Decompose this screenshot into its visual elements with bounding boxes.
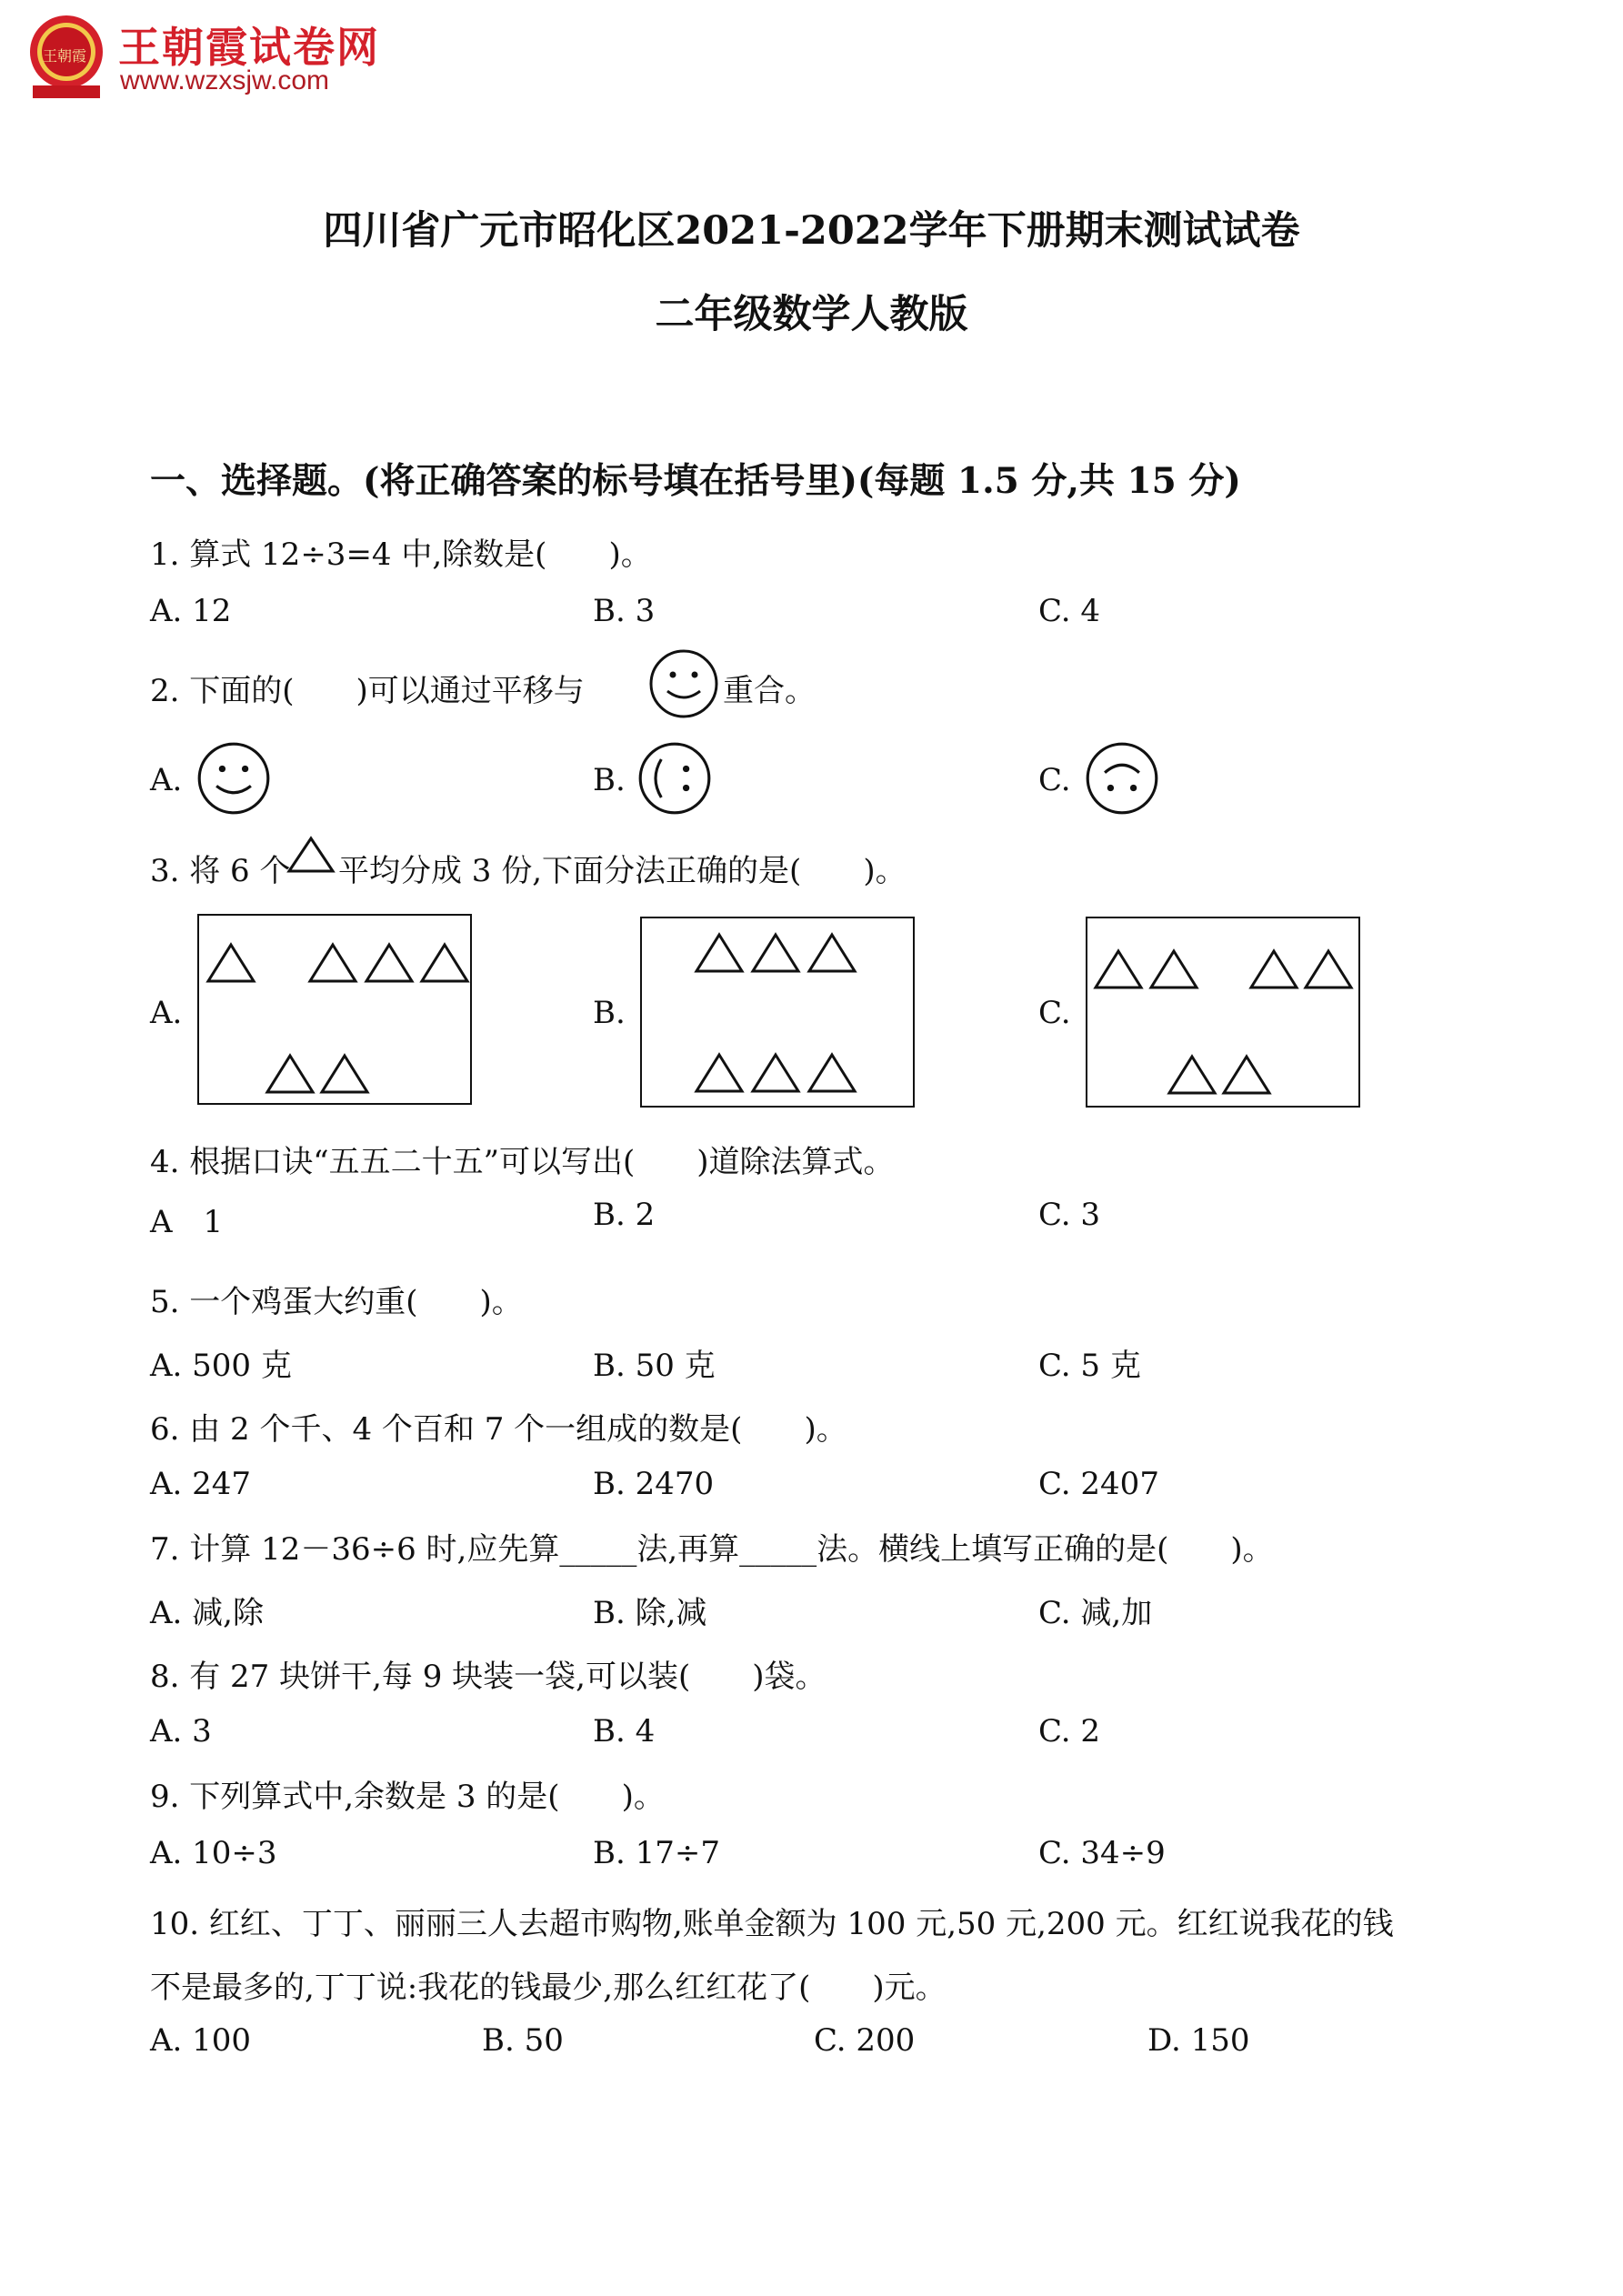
q7-option-b[interactable]: B. 除,减 xyxy=(593,1595,707,1631)
q6-option-b[interactable]: B. 2470 xyxy=(593,1466,715,1502)
q3-option-b-box[interactable] xyxy=(640,917,915,1108)
q3-option-a[interactable]: A. xyxy=(150,995,183,1031)
q3-option-c-box[interactable] xyxy=(1086,917,1360,1108)
triangle-icon xyxy=(696,935,742,971)
triangle-icon xyxy=(1251,951,1297,988)
triangle-icon xyxy=(286,835,336,875)
q2-option-b[interactable]: B. xyxy=(593,762,626,798)
question-8: 8. 有 27 块饼干,每 9 块装一袋,可以装( )袋。 xyxy=(150,1659,827,1695)
q10-option-a[interactable]: A. 100 xyxy=(150,2022,252,2059)
q1-option-a[interactable]: A. 12 xyxy=(150,593,232,629)
site-logo xyxy=(27,11,409,102)
question-1: 1. 算式 12÷3=4 中,除数是( )。 xyxy=(150,536,652,573)
q10-option-d[interactable]: D. 150 xyxy=(1147,2022,1250,2059)
question-2-prefix: 2. 下面的( )可以通过平移与 xyxy=(150,673,585,709)
q4-option-c[interactable]: C. 3 xyxy=(1038,1197,1101,1233)
question-5: 5. 一个鸡蛋大约重( )。 xyxy=(150,1284,523,1320)
smiley-rotated-icon[interactable] xyxy=(636,740,713,817)
q7-option-a[interactable]: A. 减,除 xyxy=(150,1595,264,1631)
site-url[interactable]: www.wzxsjw.com xyxy=(120,65,330,95)
q3-option-c[interactable]: C. xyxy=(1038,995,1071,1031)
page-subtitle: 二年级数学人教版 xyxy=(655,292,968,337)
q8-option-c[interactable]: C. 2 xyxy=(1038,1713,1101,1750)
triangle-icon xyxy=(366,945,412,981)
q5-option-c[interactable]: C. 5 克 xyxy=(1038,1348,1141,1384)
question-6: 6. 由 2 个千、4 个百和 7 个一组成的数是( )。 xyxy=(150,1411,847,1448)
question-3-suffix: 平均分成 3 份,下面分法正确的是( )。 xyxy=(338,853,907,889)
question-10-line1: 10. 红红、丁丁、丽丽三人去超市购物,账单金额为 100 元,50 元,200 元。红红说我花的钱 xyxy=(150,1906,1394,1942)
q4-option-a[interactable]: A 1 xyxy=(150,1204,224,1240)
q1-option-c[interactable]: C. 4 xyxy=(1038,593,1101,629)
q9-option-a[interactable]: A. 10÷3 xyxy=(150,1835,277,1871)
question-2-suffix: 重合。 xyxy=(723,673,816,709)
triangle-icon xyxy=(267,1056,313,1092)
q7-option-c[interactable]: C. 减,加 xyxy=(1038,1595,1153,1631)
section-heading: 一、选择题。(将正确答案的标号填在括号里)(每题 1.5 分,共 15 分) xyxy=(150,460,1241,502)
question-7: 7. 计算 12－36÷6 时,应先算_____法,再算_____法。横线上填写正确的是( )。 xyxy=(150,1531,1274,1568)
site-brand: 王朝霞试卷网 xyxy=(118,23,380,72)
q9-option-b[interactable]: B. 17÷7 xyxy=(593,1835,720,1871)
triangle-icon xyxy=(696,1055,742,1091)
q3-option-b[interactable]: B. xyxy=(593,995,626,1031)
q1-option-b[interactable]: B. 3 xyxy=(593,593,656,629)
triangle-icon xyxy=(1151,951,1197,988)
triangle-icon xyxy=(1169,1057,1215,1093)
triangle-icon xyxy=(1096,951,1141,988)
q4-option-b[interactable]: B. 2 xyxy=(593,1197,656,1233)
smiley-upside-down-icon[interactable] xyxy=(1084,740,1160,817)
page-title: 四川省广元市昭化区2021-2022学年下册期末测试试卷 xyxy=(323,208,1300,254)
q6-option-a[interactable]: A. 247 xyxy=(150,1466,252,1502)
q8-option-a[interactable]: A. 3 xyxy=(150,1713,212,1750)
q5-option-a[interactable]: A. 500 克 xyxy=(150,1348,292,1384)
question-9: 9. 下列算式中,余数是 3 的是( )。 xyxy=(150,1779,665,1815)
smiley-upright-icon[interactable] xyxy=(195,740,272,817)
q10-option-c[interactable]: C. 200 xyxy=(814,2022,916,2059)
q9-option-c[interactable]: C. 34÷9 xyxy=(1038,1835,1166,1871)
triangle-icon xyxy=(322,1056,367,1092)
q10-option-b[interactable]: B. 50 xyxy=(482,2022,564,2059)
triangle-icon xyxy=(1224,1057,1269,1093)
triangle-icon xyxy=(809,1055,855,1091)
triangle-icon xyxy=(809,935,855,971)
question-4: 4. 根据口诀“五五二十五”可以写出( )道除法算式。 xyxy=(150,1144,895,1180)
smiley-face-icon xyxy=(647,647,720,720)
triangle-icon xyxy=(753,1055,798,1091)
triangle-icon xyxy=(422,945,467,981)
q2-option-a[interactable]: A. xyxy=(150,762,183,798)
q5-option-b[interactable]: B. 50 克 xyxy=(593,1348,716,1384)
triangle-icon xyxy=(753,935,798,971)
q3-option-a-box[interactable] xyxy=(197,914,472,1105)
question-10-line2: 不是最多的,丁丁说:我花的钱最少,那么红红花了( )元。 xyxy=(150,1970,947,2006)
q2-option-c[interactable]: C. xyxy=(1038,762,1071,798)
triangle-icon xyxy=(1306,951,1351,988)
q8-option-b[interactable]: B. 4 xyxy=(593,1713,656,1750)
triangle-icon xyxy=(208,945,254,981)
seal-text: 王朝霞 xyxy=(43,47,87,65)
q6-option-c[interactable]: C. 2407 xyxy=(1038,1466,1159,1502)
triangle-icon xyxy=(310,945,356,981)
question-3-prefix: 3. 将 6 个 xyxy=(150,853,291,889)
